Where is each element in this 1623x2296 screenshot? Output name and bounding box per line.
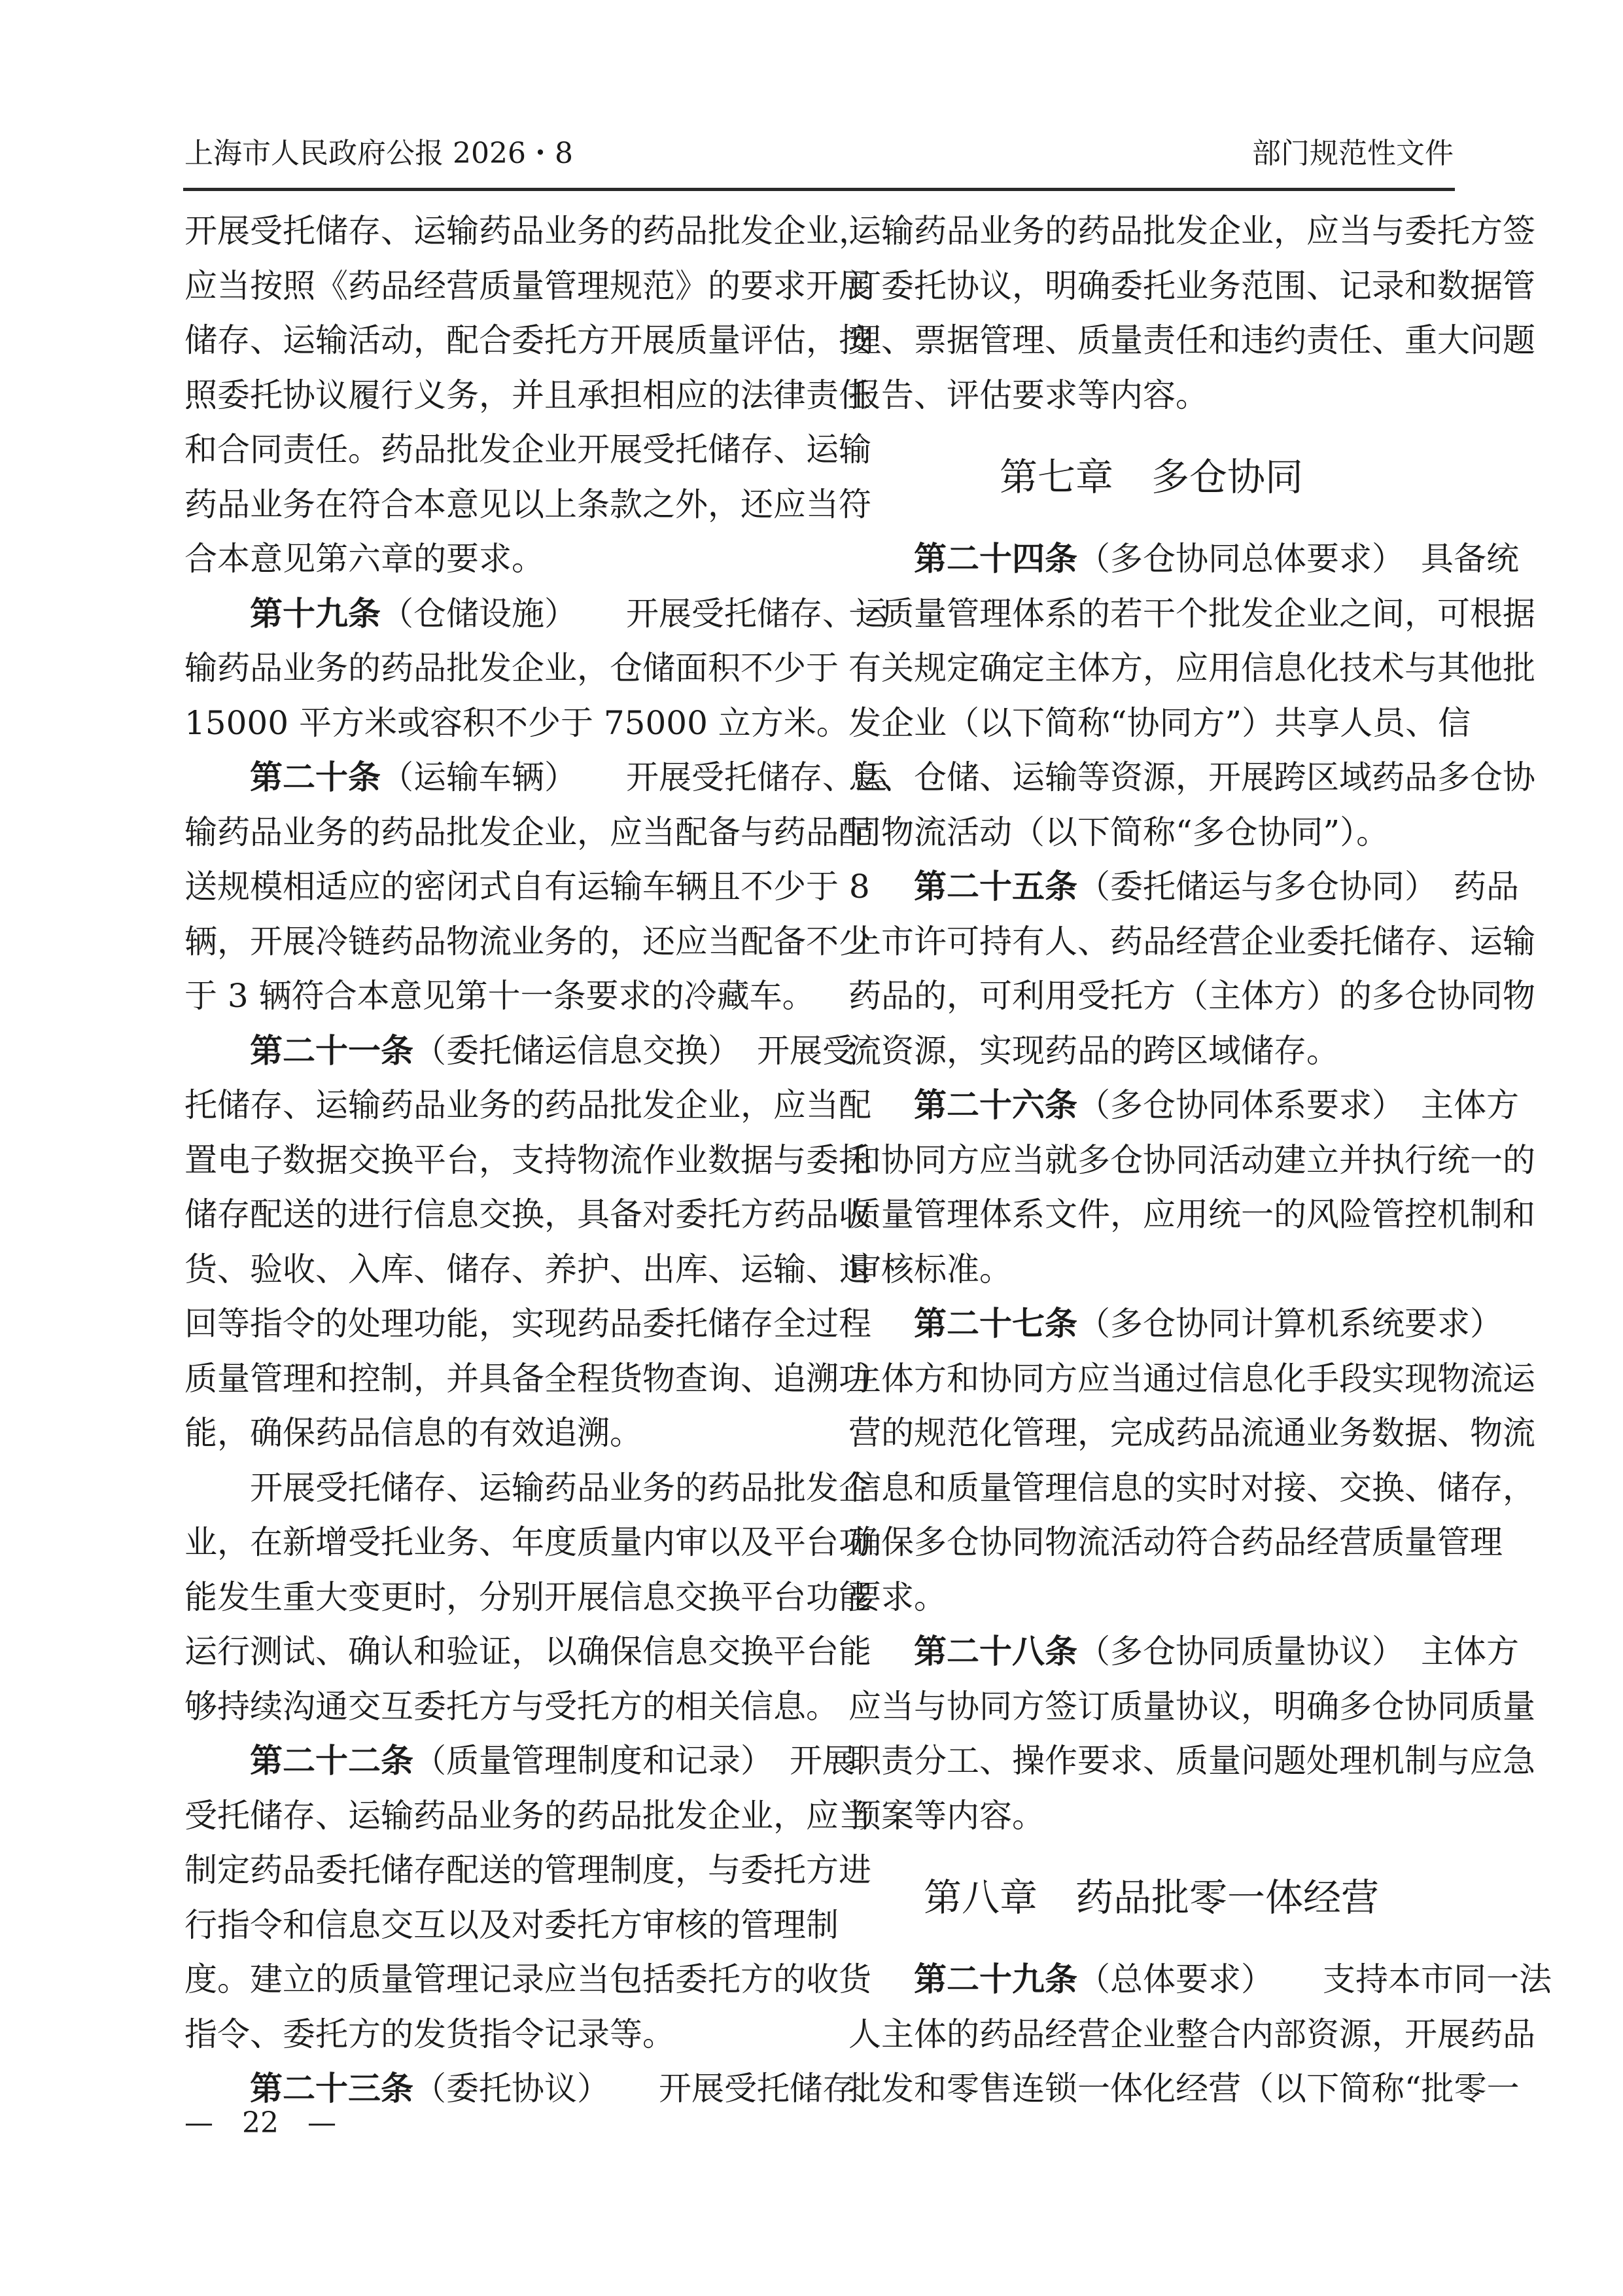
line-text: 药品的，可利用受托方（主体方）的多仓协同物 [848, 977, 1535, 1015]
article-number: 第二十八条 [914, 1633, 1077, 1670]
text-line [184, 478, 871, 533]
line-text: （委托储运信息交换） 开展受 [413, 1031, 855, 1070]
line-text: 行指令和信息交互以及对委托方审核的管理制 [184, 1905, 839, 1944]
text-line [848, 1952, 1552, 2007]
line-text: 置电子数据交换平台，支持物流作业数据与委托 [184, 1140, 871, 1179]
line-text: 有关规定确定主体方，应用信息化技术与其他批 [848, 649, 1535, 687]
text-line [184, 532, 788, 587]
line-text: 发企业（以下简称“协同方”）共享人员、信 [848, 703, 1471, 742]
chapter-heading: 第八章 药品批零一体经营 [923, 1875, 1379, 1920]
line-text: 送规模相适应的密闭式自有运输车辆且不少于 8 [184, 868, 870, 906]
text-line [848, 2007, 1535, 2062]
text-line [848, 1078, 1519, 1133]
line-text: 合本意见第六章的要求。 [184, 540, 544, 578]
line-text: 确保多仓协同物流活动符合药品经营质量管理 [848, 1523, 1503, 1561]
line-text: 输药品业务的药品批发企业，仓储面积不少于 [184, 649, 839, 687]
line-text: 营的规范化管理，完成药品流通业务数据、物流 [848, 1414, 1535, 1452]
text-line [184, 1297, 871, 1352]
line-text: 质量管理和控制，并具备全程货物查询、追溯功 [184, 1359, 871, 1398]
line-text: 息、仓储、运输等资源，开展跨区域药品多仓协 [848, 758, 1535, 796]
line-text: 运行测试、确认和验证，以确保信息交换平台能 [184, 1633, 871, 1670]
article-number: 第二十五条 [914, 868, 1077, 906]
chapter-heading: 第七章 多仓协同 [999, 455, 1303, 499]
text-line [184, 313, 871, 368]
line-text: （运输车辆） 开展受托储存、运 [381, 758, 888, 796]
line-text: 回等指令的处理功能，实现药品委托储存全过程 [184, 1305, 871, 1343]
article-number: 第二十二条 [250, 1742, 413, 1780]
line-text: 理、票据管理、质量责任和违约责任、重大问题 [848, 321, 1535, 359]
article-number: 第二十四条 [914, 540, 1077, 578]
text-line [848, 1461, 1535, 1516]
line-text: 信息和质量管理信息的实时对接、交换、储存， [848, 1468, 1535, 1507]
line-text: 度。建立的质量管理记录应当包括委托方的收货 [184, 1960, 871, 1998]
text-line [184, 259, 871, 314]
line-text: 开展受托储存、运输药品业务的药品批发企 [250, 1468, 871, 1507]
text-line [848, 641, 1535, 696]
line-text: 一质量管理体系的若干个批发企业之间，可根据 [848, 594, 1535, 633]
text-line [184, 1680, 839, 1735]
text-line [184, 1515, 871, 1570]
line-text: 应当按照《药品经营质量管理规范》的要求开展 [184, 266, 871, 305]
article-number: 第十九条 [250, 594, 381, 633]
line-text: 输药品业务的药品批发企业，应当配备与药品配 [184, 813, 871, 851]
text-line [848, 1024, 1454, 1079]
line-text: 15000 平方米或容积不少于 75000 立方米。 [184, 703, 849, 742]
line-text: 能，确保药品信息的有效追溯。 [184, 1414, 642, 1452]
line-text: （多仓协同质量协议） 主体方 [1077, 1633, 1519, 1670]
line-text: 货、验收、入库、储存、养护、出库、运输、退 [184, 1250, 871, 1288]
text-line [848, 860, 1519, 915]
text-line [848, 1680, 1535, 1735]
text-line [848, 1625, 1519, 1680]
line-text: 审核标准。 [848, 1250, 1012, 1288]
line-text: 预案等内容。 [848, 1796, 1045, 1835]
text-line [184, 805, 871, 860]
text-line [184, 1243, 871, 1298]
section-title: 部门规范性文件 [1252, 137, 1454, 170]
text-line [184, 204, 871, 259]
text-line [848, 1515, 1503, 1570]
line-text: 报告、评估要求等内容。 [848, 376, 1208, 414]
text-line [848, 751, 1535, 805]
header-rule [183, 188, 1455, 191]
line-text: 订委托协议，明确委托业务范围、记录和数据管 [848, 266, 1535, 305]
text-line [848, 696, 1471, 751]
line-text: 职责分工、操作要求、质量问题处理机制与应急 [848, 1742, 1535, 1780]
article-number: 第二十七条 [914, 1305, 1077, 1343]
text-line [184, 1024, 855, 1079]
line-text: 要求。 [848, 1578, 947, 1616]
text-line [848, 805, 1454, 860]
text-line [184, 1789, 871, 1844]
text-line [184, 1843, 871, 1898]
line-text: 开展受托储存、运输药品业务的药品批发企业， [184, 212, 871, 250]
line-text: 上市许可持有人、药品经营企业委托储存、运输 [848, 922, 1535, 961]
line-text: 流资源，实现药品的跨区域储存。 [848, 1031, 1339, 1070]
line-text: 和合同责任。药品批发企业开展受托储存、运输 [184, 431, 871, 468]
line-text: 制定药品委托储存配送的管理制度，与委托方进 [184, 1851, 871, 1889]
text-line [184, 1952, 871, 2007]
line-text: （多仓协同计算机系统要求） [1077, 1305, 1503, 1343]
text-line [184, 1188, 871, 1243]
text-line [184, 1078, 871, 1133]
line-text: 人主体的药品经营企业整合内部资源，开展药品 [848, 2015, 1535, 2053]
line-text: 主体方和协同方应当通过信息化手段实现物流运 [848, 1359, 1535, 1398]
text-line [848, 259, 1535, 314]
text-line [848, 1243, 1454, 1298]
article-number: 第二十九条 [914, 1960, 1077, 1998]
line-text: （总体要求） 支持本市同一法 [1077, 1960, 1552, 1998]
text-line [848, 1570, 1454, 1625]
publication-title: 上海市人民政府公报 2026・8 [184, 137, 573, 170]
line-text: 指令、委托方的发货指令记录等。 [184, 2015, 675, 2053]
text-line [184, 1133, 871, 1188]
line-text: 于 3 辆符合本意见第十一条要求的冷藏车。 [184, 977, 815, 1015]
text-line [184, 641, 839, 696]
line-text: （委托协议） 开展受托储存、 [413, 2070, 888, 2108]
line-text: 同物流活动（以下简称“多仓协同”）。 [848, 813, 1389, 851]
text-line [184, 1898, 839, 1953]
line-text: 药品业务在符合本意见以上条款之外，还应当符 [184, 485, 871, 523]
text-line [184, 696, 849, 751]
text-line [184, 915, 871, 970]
text-line [184, 1352, 871, 1407]
text-line [848, 1789, 1454, 1844]
text-line [848, 1188, 1535, 1243]
line-text: 受托储存、运输药品业务的药品批发企业，应当 [184, 1796, 871, 1835]
text-line [184, 1406, 788, 1461]
article-number: 第二十条 [250, 758, 381, 796]
text-line [848, 1133, 1535, 1188]
text-line [848, 969, 1535, 1024]
line-text: 和协同方应当就多仓协同活动建立并执行统一的 [848, 1140, 1535, 1179]
text-line [184, 860, 870, 915]
line-text: 批发和零售连锁一体化经营（以下简称“批零一 [848, 2070, 1520, 2108]
text-line [848, 2062, 1520, 2117]
line-text: 照委托协议履行义务，并且承担相应的法律责任 [184, 376, 871, 414]
line-text: 辆，开展冷链药品物流业务的，还应当配备不少 [184, 922, 871, 961]
line-text: 运输药品业务的药品批发企业，应当与委托方签 [848, 212, 1535, 250]
text-line [848, 1352, 1535, 1407]
text-line [848, 368, 1454, 423]
line-text: 质量管理体系文件，应用统一的风险管控机制和 [848, 1195, 1535, 1233]
text-line [848, 1297, 1503, 1352]
text-line [184, 1734, 855, 1789]
line-text: （质量管理制度和记录） 开展 [413, 1742, 855, 1780]
page-number: — 22 — [184, 2106, 336, 2140]
text-line [848, 532, 1519, 587]
text-line [848, 587, 1535, 642]
text-line [848, 915, 1535, 970]
text-line [184, 368, 871, 423]
text-line [848, 204, 1535, 259]
line-text: （仓储设施） 开展受托储存、运 [381, 594, 888, 633]
line-text: （多仓协同体系要求） 主体方 [1077, 1086, 1519, 1124]
line-text: 托储存、运输药品业务的药品批发企业，应当配 [184, 1086, 871, 1124]
line-text: （委托储运与多仓协同） 药品 [1077, 868, 1519, 906]
text-line [848, 1734, 1535, 1789]
text-line [184, 1625, 871, 1680]
article-number: 第二十一条 [250, 1031, 413, 1070]
text-line [184, 1570, 871, 1625]
text-line [184, 423, 871, 478]
line-text: 业，在新增受托业务、年度质量内审以及平台功 [184, 1523, 871, 1561]
text-line [848, 1406, 1535, 1461]
text-line [184, 969, 815, 1024]
text-line [184, 2007, 788, 2062]
article-number: 第二十三条 [250, 2070, 413, 2108]
line-text: 储存配送的进行信息交换，具备对委托方药品收 [184, 1195, 871, 1233]
line-text: 应当与协同方签订质量协议，明确多仓协同质量 [848, 1687, 1535, 1725]
line-text: （多仓协同总体要求） 具备统 [1077, 540, 1519, 578]
line-text: 够持续沟通交互委托方与受托方的相关信息。 [184, 1687, 839, 1725]
article-number: 第二十六条 [914, 1086, 1077, 1124]
text-line [184, 587, 888, 642]
text-line [848, 313, 1535, 368]
right-column [848, 204, 1552, 2117]
line-text: 能发生重大变更时，分别开展信息交换平台功能 [184, 1578, 871, 1616]
line-text: 储存、运输活动，配合委托方开展质量评估，按 [184, 321, 871, 359]
text-line [184, 751, 888, 805]
left-column [184, 204, 888, 2117]
text-line [184, 1461, 871, 1516]
